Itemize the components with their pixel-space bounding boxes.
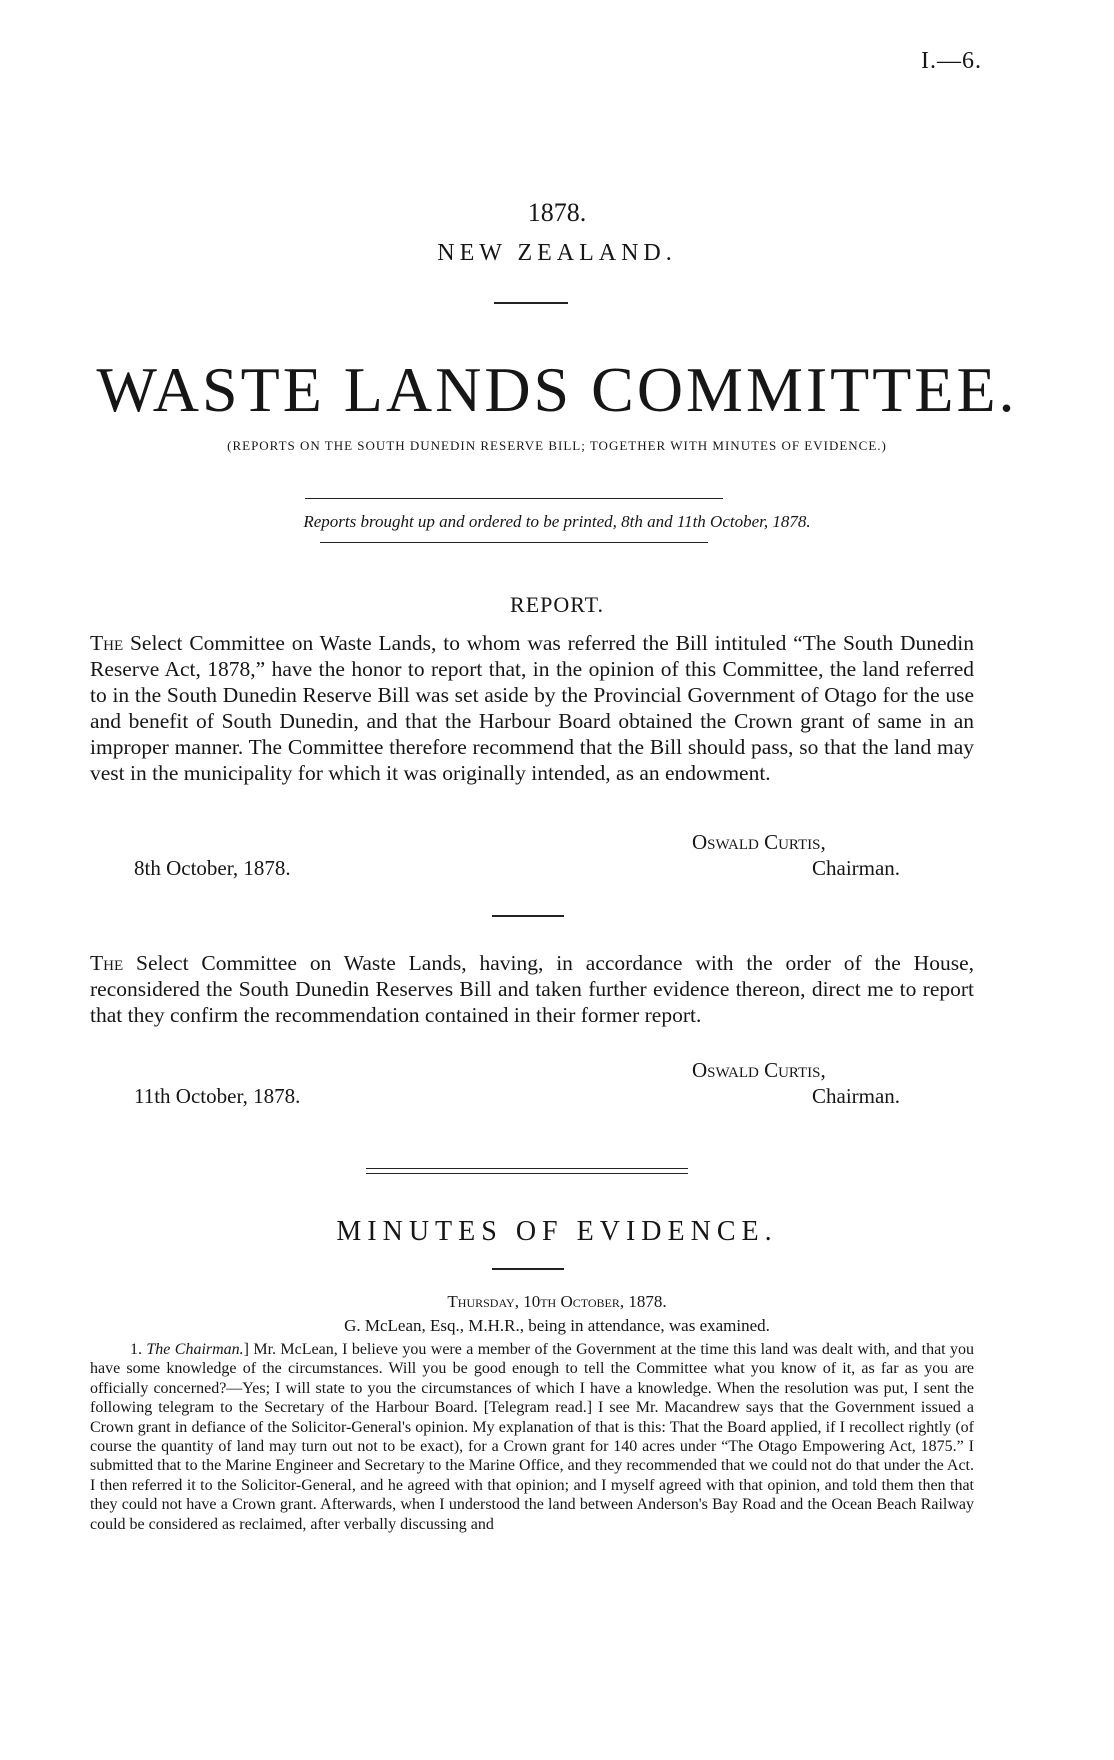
year: 1878. bbox=[527, 198, 587, 227]
report-heading: REPORT. bbox=[510, 592, 604, 617]
signatory-name: Oswald Curtis, bbox=[692, 830, 826, 854]
question-number: 1. bbox=[130, 1341, 147, 1358]
brought-up-line: Reports brought up and ordered to be printed, 8th and 11th October, 1878. bbox=[303, 512, 811, 531]
report-paragraph-1 bbox=[90, 630, 974, 786]
report-date: 8th October, 1878. bbox=[134, 856, 291, 880]
report-paragraph-2-body: Select Committee on Waste Lands, having, in accordance with the order of the House, reconsidered the South Dunedin Reserves Bill and taken further evidence thereon, direct me to report that they confirm the recommendation contained in their former report. bbox=[90, 951, 974, 1027]
divider-rule bbox=[494, 302, 568, 304]
document-title: WASTE LANDS COMMITTEE. bbox=[96, 354, 1018, 425]
witness-line: G. McLean, Esq., M.H.R., being in attendance, was examined. bbox=[344, 1316, 770, 1335]
evidence-question-1 bbox=[90, 1340, 974, 1534]
divider-rule bbox=[492, 1268, 564, 1270]
report-paragraph-1-lead: The bbox=[90, 631, 124, 655]
page-reference: I.—6. bbox=[921, 48, 982, 74]
session-date: Thursday, 10th October, 1878. bbox=[447, 1292, 667, 1311]
report-paragraph-1-body: Select Committee on Waste Lands, to whom was referred the Bill intituled “The South Dunedin Reserve Act, 1878,” have the honor to report that, in the opinion of this Committee, the land referred to in the South Dunedin Reserve Bill was set aside by the Provincial Government of Otago for the use and benefit of South Dunedin, and that the Harbour Board obtained the Crown grant of same in an improper manner. The Committee therefore recommend that the Bill should pass, so that the land may vest in the municipality for which it was originally intended, as an endowment. bbox=[90, 631, 974, 785]
signatory-role: Chairman. bbox=[812, 856, 901, 880]
report-paragraph-2 bbox=[90, 950, 974, 1028]
divider-rule bbox=[320, 542, 708, 543]
question-text: ] Mr. McLean, I believe you were a member of the Government at the time this land was dealt with, and that you have some knowledge of the circumstances. Will you be good enough to tell the Committee what you know of it, as far as you are officially concerned?—Yes; I will state to you the circumstances of which I have a knowledge. When the resolution was put, I sent the following telegram to the Secretary of the Harbour Board. [Telegram read.] I see Mr. Macandrew says that the Government issued a Crown grant in defiance of the Solicitor-General's opinion. My explanation of that is this: That the Board applied, if I recollect rightly (of course the quantity of land may turn out not to be exact), for a Crown grant for 140 acres under “The Otago Empowering Act, 1875.” I submitted that to the Marine Engineer and Secretary to the Marine Office, and they recommended that we could not do that under the Act. I then referred it to the Solicitor-General, and he agreed with that opinion; and I myself agreed with that opinion, and told them then that they could not have a Crown grant. Afterwards, when I understood the land between Anderson's Bay Road and the Ocean Beach Railway could be considered as reclaimed, after verbally discussing and bbox=[90, 1341, 975, 1533]
report-paragraph-2-lead: The bbox=[90, 951, 124, 975]
minutes-heading: MINUTES OF EVIDENCE. bbox=[336, 1216, 778, 1247]
country-heading: NEW ZEALAND. bbox=[437, 240, 677, 266]
divider-rule bbox=[305, 498, 723, 499]
double-divider-rule bbox=[366, 1168, 688, 1174]
divider-rule bbox=[492, 915, 564, 917]
question-speaker: The Chairman. bbox=[146, 1341, 244, 1358]
signatory-role: Chairman. bbox=[812, 1084, 901, 1108]
signatory-name: Oswald Curtis, bbox=[692, 1058, 826, 1082]
document-subtitle: (REPORTS ON THE SOUTH DUNEDIN RESERVE BILL; TOGETHER WITH MINUTES OF EVIDENCE.) bbox=[227, 438, 887, 453]
report-date: 11th October, 1878. bbox=[134, 1084, 301, 1108]
